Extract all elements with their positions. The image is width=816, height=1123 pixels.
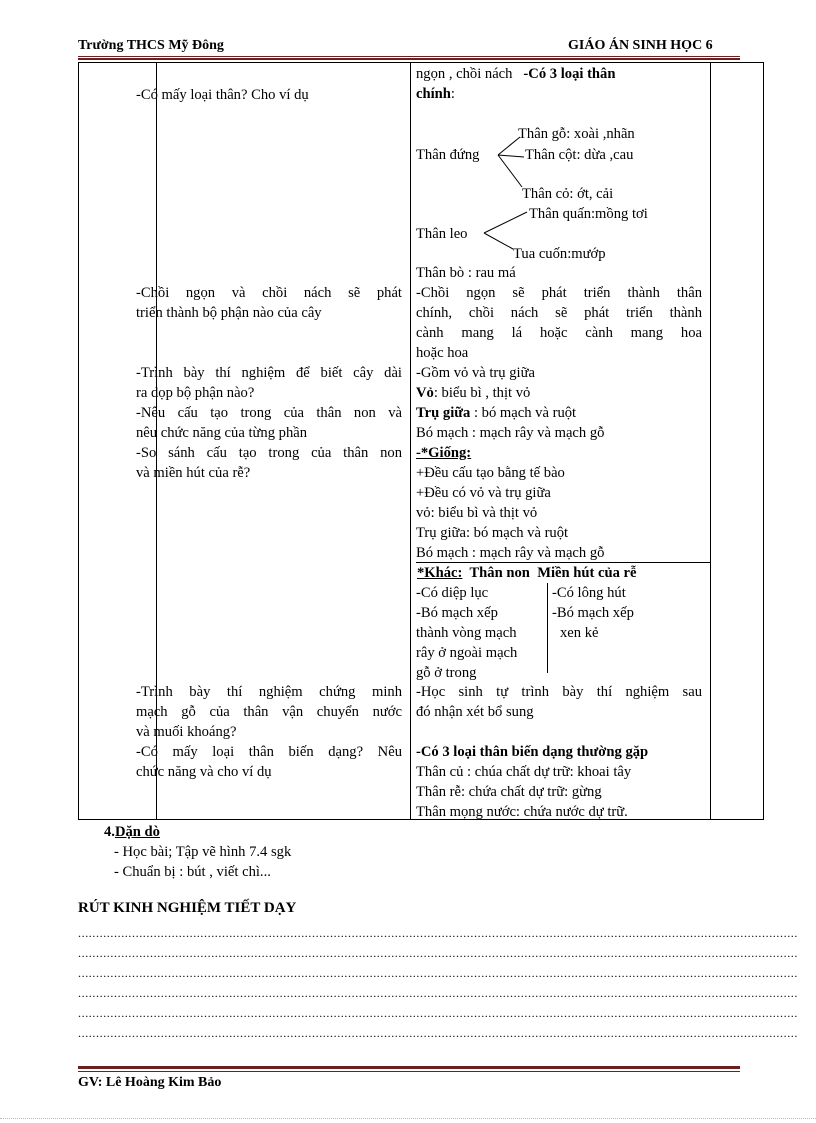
answer-structure-line4: Bó mạch : mạch rây và mạch gỗ <box>416 425 605 441</box>
review-dotted-line: ........................................................................................................................................................................................................ <box>78 986 798 1000</box>
diff-stem-line1: -Có diệp lục <box>416 585 489 601</box>
stem-wood: Thân gỗ: xoài ,nhãn <box>518 126 635 142</box>
header-rule <box>78 56 740 57</box>
answer-bud-line4: hoặc hoa <box>416 345 469 361</box>
diff-divider <box>547 583 548 673</box>
same-line2: +Đều có vỏ và trụ giữa <box>416 485 551 501</box>
stem-twine: Thân quấn:mồng tơi <box>529 206 648 222</box>
diff-stem-line5: gỗ ở trong <box>416 665 477 681</box>
stem-upright: Thân đứng <box>416 147 480 163</box>
question-structure-line1: -Nêu cấu tạo trong của thân non và <box>136 405 402 421</box>
stem-column: Thân cột: dừa ,cau <box>525 147 634 163</box>
review-dotted-line: ........................................................................................................................................................................................................ <box>78 1006 798 1020</box>
question-bud-line1: -Chồi ngọn và chồi nách sẽ phát <box>136 285 402 301</box>
table-column-divider <box>710 63 711 819</box>
diff-root-line1: -Có lông hút <box>552 585 626 601</box>
question-compare-line2: và miền hút của rễ? <box>136 465 251 481</box>
question-xylem-line2: mạch gỗ của thân vận chuyển nước <box>136 704 402 720</box>
answer-structure-line2: Vỏ: biểu bì , thịt vỏ <box>416 385 531 401</box>
answer-modified-line2: Thân rễ: chứa chất dự trữ: gừng <box>416 784 602 800</box>
diff-stem-line4: rây ở ngoài mạch <box>416 645 518 661</box>
homework-item: - Học bài; Tập vẽ hình 7.4 sgk <box>114 844 292 860</box>
branch-lines-icon <box>484 127 534 257</box>
school-name: Trường THCS Mỹ Đông <box>78 38 224 53</box>
subject-title: GIÁO ÁN SINH HỌC 6 <box>568 38 713 53</box>
answer-line: ngọn , chồi nách -Có 3 loại thân <box>416 66 616 82</box>
header-rule-thick <box>78 58 740 60</box>
question-xylem-line1: -Trình bày thí nghiệm chứng minh <box>136 684 402 700</box>
question-structure-line2: nêu chức năng của từng phần <box>136 425 308 441</box>
review-dotted-line: ........................................................................................................................................................................................................ <box>78 946 798 960</box>
answer-modified-heading: -Có 3 loại thân biến dạng thường gặp <box>416 744 649 760</box>
review-heading: RÚT KINH NGHIỆM TIẾT DẠY <box>78 900 297 916</box>
teacher-name: GV: Lê Hoàng Kim Bảo <box>78 1075 222 1090</box>
diff-root-line2: -Bó mạch xếp <box>552 605 634 621</box>
footer-rule <box>78 1066 740 1069</box>
stem-climb: Thân leo <box>416 226 468 242</box>
question-modified-line2: chức năng và cho ví dụ <box>136 764 272 780</box>
same-line1: +Đều cấu tạo bằng tế bào <box>416 465 565 481</box>
answer-bud-line2: chính, chồi nách sẽ phát triển thành <box>416 305 702 321</box>
stem-tendril: Tua cuốn:mướp <box>513 246 606 262</box>
stem-grass: Thân cỏ: ớt, cải <box>522 186 614 202</box>
table-column-divider <box>410 63 411 819</box>
homework-heading: 4.Dặn dò <box>104 824 160 840</box>
review-dotted-line: ........................................................................................................................................................................................................ <box>78 926 798 940</box>
answer-modified-line1: Thân củ : chúa chất dự trữ: khoai tây <box>416 764 632 780</box>
answer-structure-line1: -Gồm vỏ và trụ giữa <box>416 365 535 381</box>
footer-rule-thin <box>78 1071 740 1072</box>
question-experiment-line1: -Trình bày thí nghiệm để biết cây dài <box>136 365 402 381</box>
question-modified-line1: -Có mấy loại thân biến dạng? Nêu <box>136 744 402 760</box>
answer-bud-line1: -Chồi ngọn sẽ phát triển thành thân <box>416 285 702 301</box>
answer-xylem-line1: -Học sinh tự trình bày thí nghiệm sau <box>416 684 702 700</box>
answer-line: chính: <box>416 86 455 102</box>
page-bottom-border <box>0 1118 816 1119</box>
diff-heading-row: *Khác: Thân non Miền hút của rễ <box>417 565 637 581</box>
question-experiment-line2: ra dọp bộ phận nào? <box>136 385 255 401</box>
answer-modified-line3: Thân mọng nước: chứa nước dự trữ. <box>416 804 628 820</box>
lesson-table <box>78 62 764 820</box>
answer-bud-line3: cành mang lá hoặc cành mang hoa <box>416 325 702 341</box>
diff-stem-line2: -Bó mạch xếp <box>416 605 498 621</box>
review-dotted-line: ........................................................................................................................................................................................................ <box>78 966 798 980</box>
same-line3: vỏ: biểu bì và thịt vỏ <box>416 505 538 521</box>
question-bud-line2: triển thành bộ phận nào của cây <box>136 305 322 321</box>
diff-root-line3: xen kẻ <box>560 625 599 641</box>
answer-structure-line3: Trụ giữa : bó mạch và ruột <box>416 405 577 421</box>
review-dotted-line: ........................................................................................................................................................................................................ <box>78 1026 798 1040</box>
question-xylem-line3: và muối khoáng? <box>136 724 237 740</box>
diff-stem-line3: thành vòng mạch <box>416 625 517 641</box>
same-heading: -*Giống: <box>416 445 472 461</box>
stem-creep: Thân bò : rau má <box>416 265 516 281</box>
homework-item: - Chuẩn bị : bút , viết chì... <box>114 864 271 880</box>
question-stem-types: -Có mấy loại thân? Cho ví dụ <box>136 87 309 103</box>
same-line4: Trụ giữa: bó mạch và ruột <box>416 525 569 541</box>
same-line5: Bó mạch : mạch rây và mạch gỗ <box>416 545 605 561</box>
answer-xylem-line2: đó nhận xét bổ sung <box>416 704 534 720</box>
question-compare-line1: -So sánh cấu tạo trong của thân non <box>136 445 402 461</box>
